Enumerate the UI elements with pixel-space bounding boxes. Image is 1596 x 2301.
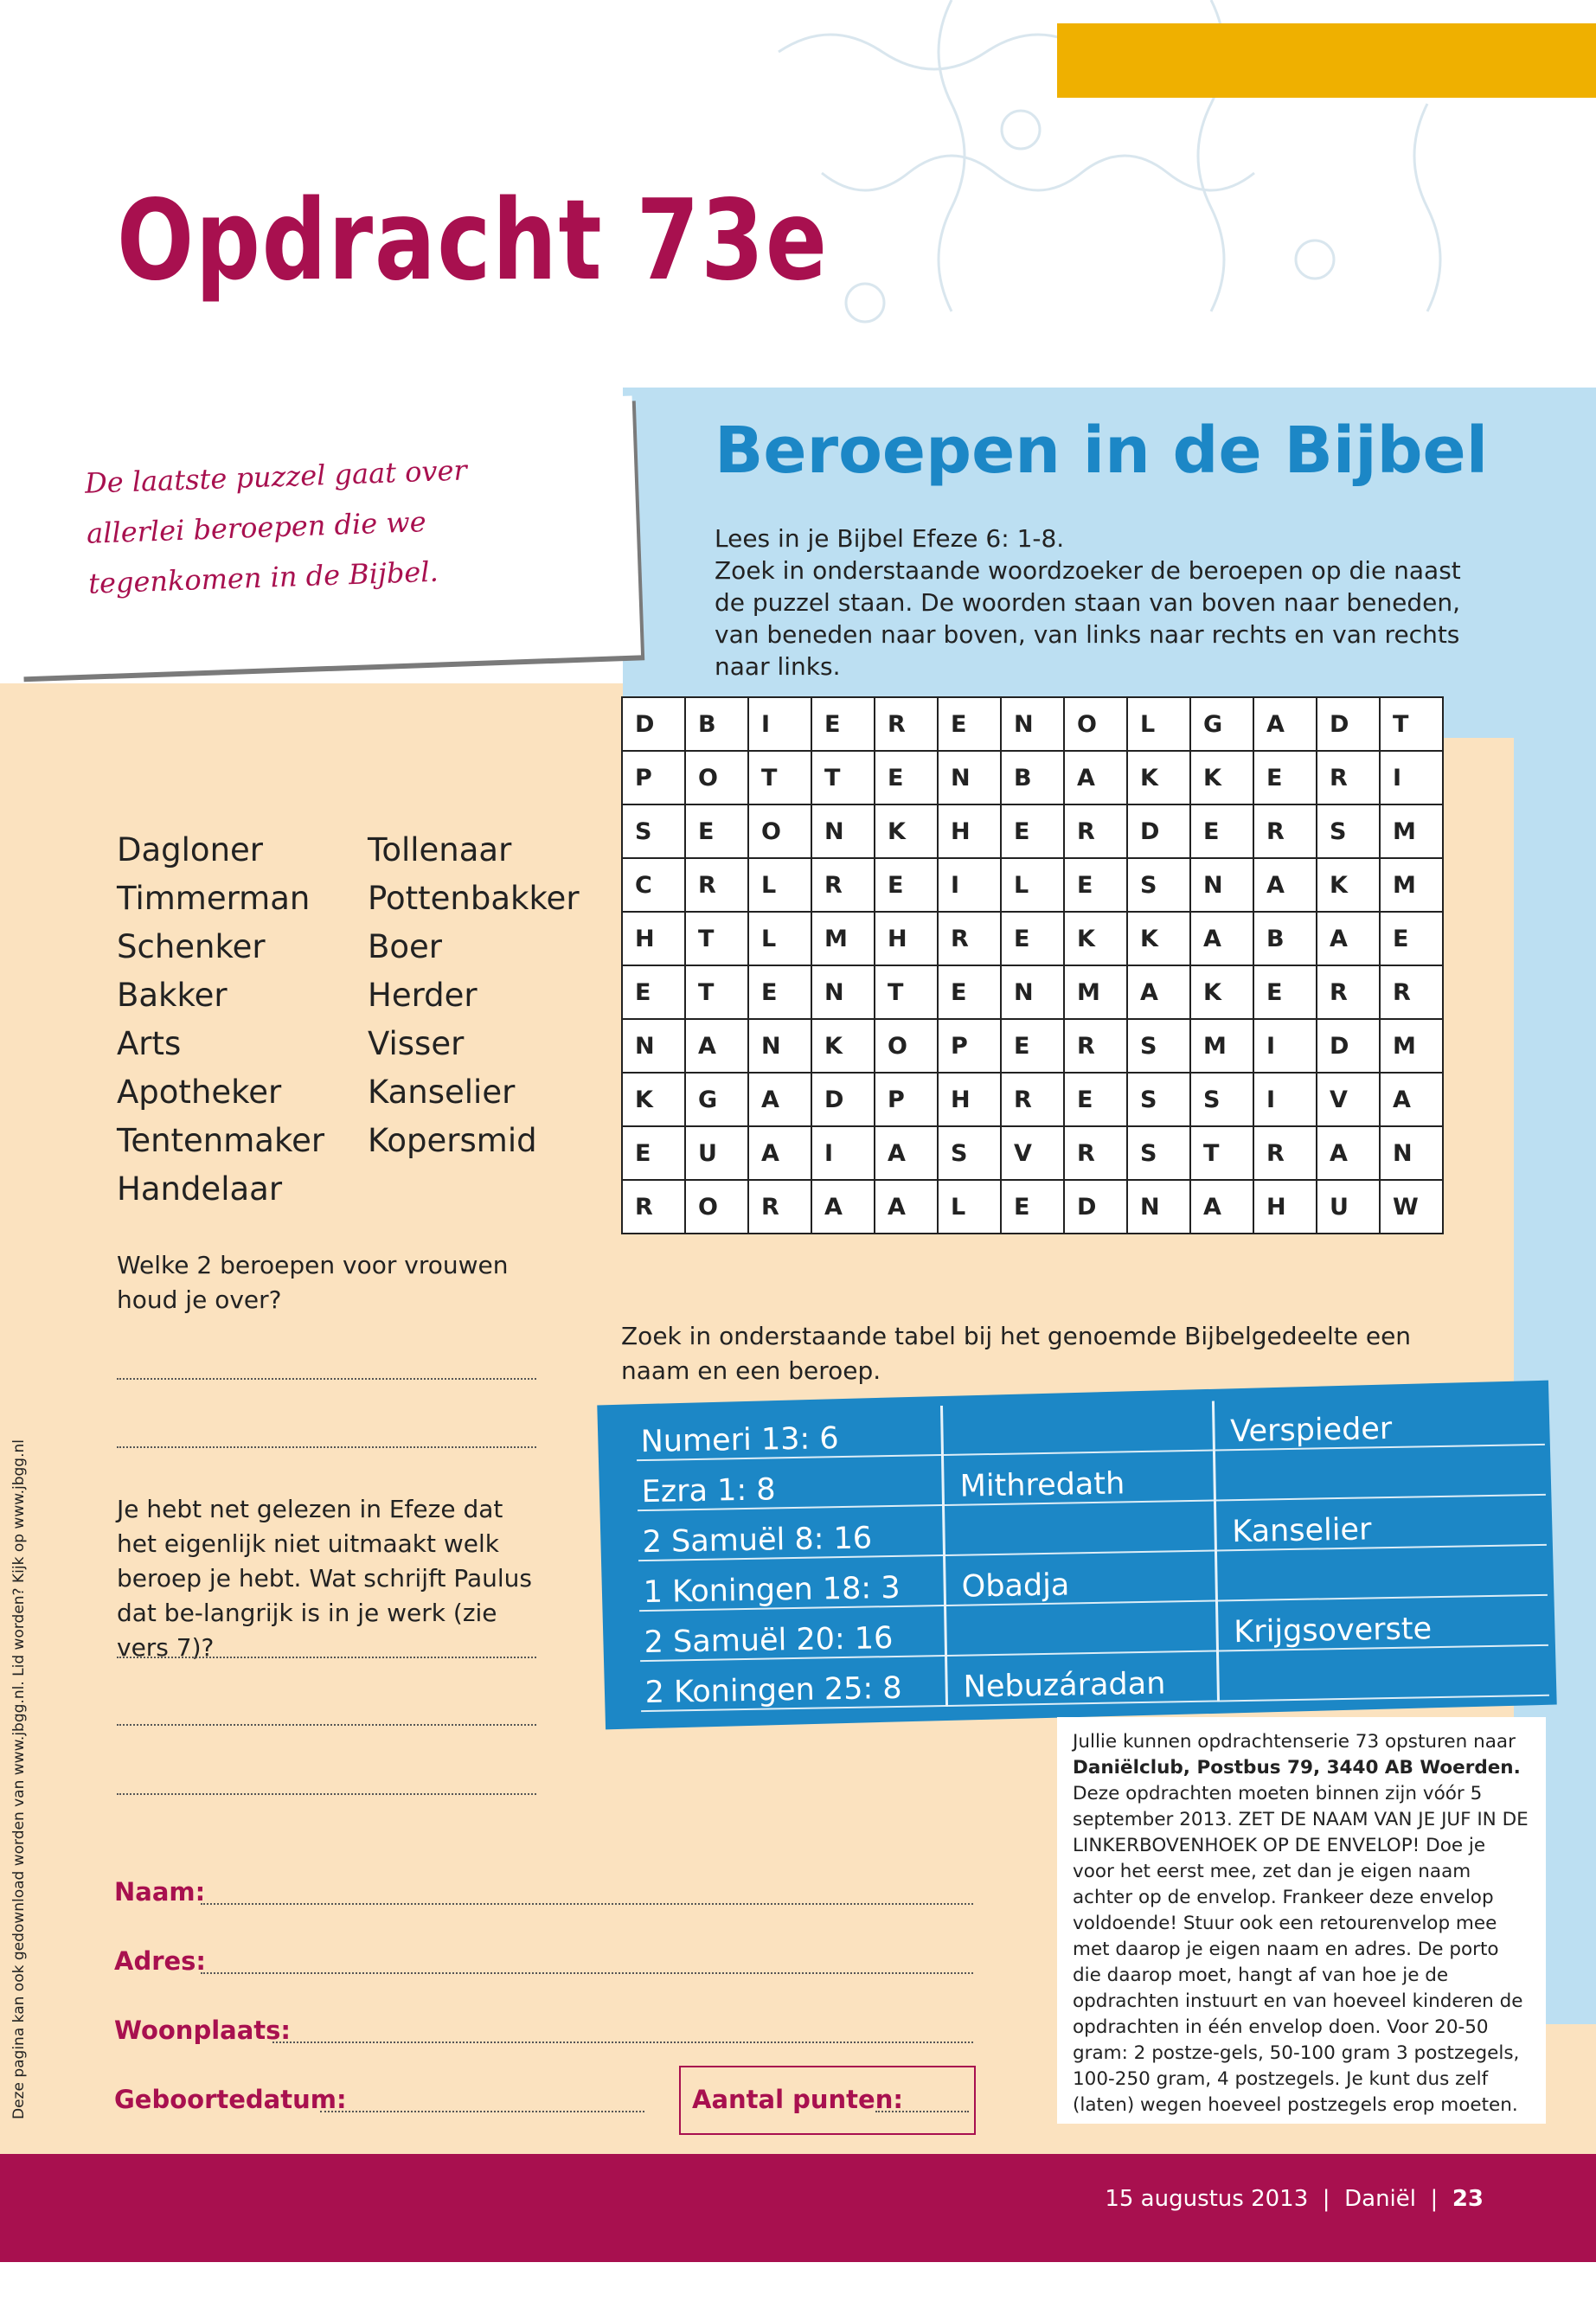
name-cell[interactable]: Obadja: [945, 1551, 1217, 1606]
grid-cell[interactable]: N: [748, 1019, 811, 1073]
grid-cell[interactable]: A: [685, 1019, 748, 1073]
geboortedatum-label: Geboortedatum:: [114, 2085, 347, 2114]
grid-cell[interactable]: U: [685, 1126, 748, 1180]
grid-cell[interactable]: R: [1253, 804, 1317, 858]
grid-cell[interactable]: U: [1317, 1180, 1380, 1234]
word-item: Apotheker: [117, 1074, 282, 1111]
grid-cell[interactable]: N: [622, 1019, 685, 1073]
grid-cell[interactable]: R: [748, 1180, 811, 1234]
grid-cell[interactable]: E: [938, 697, 1001, 751]
word-search-grid: [621, 696, 1444, 1234]
grid-cell[interactable]: R: [1064, 1019, 1127, 1073]
points-field: [875, 2111, 969, 2112]
footer-sep-1: |: [1315, 2186, 1337, 2212]
answer-line-1[interactable]: [117, 1378, 536, 1380]
grid-cell[interactable]: S: [1127, 1126, 1190, 1180]
grid-cell[interactable]: B: [1001, 751, 1064, 804]
grid-cell[interactable]: R: [875, 697, 938, 751]
grid-cell[interactable]: S: [1127, 1073, 1190, 1126]
grid-cell[interactable]: A: [1380, 1073, 1443, 1126]
answer-line-3[interactable]: [117, 1657, 536, 1658]
grid-row: [622, 965, 1443, 1019]
footer-text: [1105, 2186, 1484, 2212]
grid-cell[interactable]: N: [1127, 1180, 1190, 1234]
grid-cell[interactable]: I: [1253, 1073, 1317, 1126]
grid-cell[interactable]: N: [1001, 697, 1064, 751]
grid-cell[interactable]: C: [622, 858, 685, 912]
grid-cell[interactable]: K: [1190, 965, 1253, 1019]
grid-cell[interactable]: E: [1380, 912, 1443, 965]
answer-line-4[interactable]: [117, 1724, 536, 1726]
info-address: Daniëlclub, Postbus 79, 3440 AB Woerden.: [1073, 1757, 1521, 1779]
grid-cell[interactable]: E: [1190, 804, 1253, 858]
profession-cell[interactable]: [1214, 1445, 1546, 1501]
grid-cell[interactable]: A: [1064, 751, 1127, 804]
grid-cell[interactable]: R: [1317, 751, 1380, 804]
grid-cell[interactable]: O: [1064, 697, 1127, 751]
grid-cell[interactable]: N: [811, 804, 875, 858]
grid-cell[interactable]: R: [1064, 1126, 1127, 1180]
profession-cell[interactable]: Verspieder: [1213, 1395, 1545, 1451]
grid-cell[interactable]: E: [685, 804, 748, 858]
grid-cell[interactable]: S: [938, 1126, 1001, 1180]
grid-cell[interactable]: A: [1317, 1126, 1380, 1180]
page-number: 23: [1452, 2186, 1484, 2212]
word-item: Herder: [368, 977, 478, 1014]
grid-cell[interactable]: D: [1127, 804, 1190, 858]
reference-cell: 1 Koningen 18: 3: [638, 1555, 945, 1611]
grid-cell[interactable]: T: [685, 912, 748, 965]
grid-cell[interactable]: R: [685, 858, 748, 912]
grid-cell[interactable]: A: [1253, 697, 1317, 751]
grid-cell[interactable]: T: [1380, 697, 1443, 751]
grid-cell[interactable]: R: [1253, 1126, 1317, 1180]
grid-cell[interactable]: A: [875, 1180, 938, 1234]
name-cell[interactable]: [944, 1501, 1216, 1555]
word-item: Boer: [368, 928, 442, 965]
grid-cell[interactable]: I: [1253, 1019, 1317, 1073]
grid-cell[interactable]: A: [1317, 912, 1380, 965]
grid-cell[interactable]: R: [811, 858, 875, 912]
word-item: Kanselier: [368, 1074, 516, 1111]
grid-cell[interactable]: I: [938, 858, 1001, 912]
grid-cell[interactable]: A: [1253, 858, 1317, 912]
grid-cell[interactable]: S: [1127, 858, 1190, 912]
name-cell[interactable]: Mithredath: [943, 1451, 1215, 1505]
grid-cell[interactable]: I: [811, 1126, 875, 1180]
grid-cell[interactable]: E: [748, 965, 811, 1019]
word-item: Bakker: [117, 977, 228, 1014]
grid-cell[interactable]: N: [938, 751, 1001, 804]
woonplaats-field[interactable]: [272, 2041, 973, 2043]
grid-cell[interactable]: K: [1127, 912, 1190, 965]
grid-cell[interactable]: D: [1317, 1019, 1380, 1073]
accent-bar: [1057, 23, 1596, 98]
grid-cell[interactable]: D: [622, 697, 685, 751]
grid-cell[interactable]: I: [748, 697, 811, 751]
grid-cell[interactable]: A: [748, 1126, 811, 1180]
grid-cell[interactable]: G: [685, 1073, 748, 1126]
bible-table: [636, 1395, 1549, 1712]
grid-cell[interactable]: B: [685, 697, 748, 751]
grid-cell[interactable]: R: [1317, 965, 1380, 1019]
reference-cell: Numeri 13: 6: [636, 1406, 943, 1460]
word-item: Schenker: [117, 928, 266, 965]
answer-line-5[interactable]: [117, 1793, 536, 1795]
reference-cell: Ezra 1: 8: [637, 1455, 944, 1510]
grid-cell[interactable]: A: [1190, 1180, 1253, 1234]
grid-cell[interactable]: V: [1317, 1073, 1380, 1126]
word-item: Dagloner: [117, 831, 263, 868]
grid-cell[interactable]: T: [685, 965, 748, 1019]
grid-cell[interactable]: M: [1380, 858, 1443, 912]
grid-cell[interactable]: M: [1190, 1019, 1253, 1073]
naam-label: Naam:: [114, 1877, 206, 1907]
grid-cell[interactable]: A: [1190, 912, 1253, 965]
grid-cell[interactable]: O: [685, 751, 748, 804]
grid-row: [622, 1019, 1443, 1073]
grid-cell[interactable]: T: [1190, 1126, 1253, 1180]
table-intro: Zoek in onderstaande tabel bij het genoemde Bijbelgedeelte een naam en een beroep.: [621, 1322, 1412, 1385]
grid-cell[interactable]: E: [622, 965, 685, 1019]
grid-cell[interactable]: R: [622, 1180, 685, 1234]
section-heading: Beroepen in de Bijbel: [715, 413, 1489, 488]
grid-cell[interactable]: M: [811, 912, 875, 965]
answer-line-2[interactable]: [117, 1446, 536, 1448]
grid-cell[interactable]: H: [1253, 1180, 1317, 1234]
grid-cell[interactable]: S: [1127, 1019, 1190, 1073]
grid-cell[interactable]: K: [622, 1073, 685, 1126]
grid-cell[interactable]: I: [1380, 751, 1443, 804]
grid-cell[interactable]: E: [1001, 1180, 1064, 1234]
grid-cell[interactable]: H: [875, 912, 938, 965]
grid-cell[interactable]: E: [1253, 751, 1317, 804]
grid-row: [622, 751, 1443, 804]
footer-magazine: Daniël: [1344, 2186, 1416, 2212]
instructions: [715, 522, 1493, 683]
reference-cell: 2 Samuël 20: 16: [639, 1606, 946, 1661]
grid-cell[interactable]: P: [622, 751, 685, 804]
geboortedatum-field[interactable]: [320, 2111, 644, 2112]
grid-cell[interactable]: L: [1001, 858, 1064, 912]
grid-cell[interactable]: M: [1064, 965, 1127, 1019]
grid-row: [622, 858, 1443, 912]
grid-cell[interactable]: T: [811, 751, 875, 804]
grid-cell[interactable]: R: [1064, 804, 1127, 858]
grid-cell[interactable]: S: [1190, 1073, 1253, 1126]
grid-cell[interactable]: E: [1253, 965, 1317, 1019]
profession-cell[interactable]: Kanselier: [1215, 1495, 1547, 1551]
footer-date: 15 augustus 2013: [1105, 2186, 1309, 2212]
naam-field[interactable]: [201, 1903, 973, 1905]
grid-cell[interactable]: T: [875, 965, 938, 1019]
grid-cell[interactable]: M: [1380, 804, 1443, 858]
word-item: Tentenmaker: [117, 1122, 325, 1159]
grid-cell[interactable]: E: [938, 965, 1001, 1019]
grid-cell[interactable]: E: [622, 1126, 685, 1180]
grid-cell[interactable]: H: [938, 804, 1001, 858]
grid-cell[interactable]: E: [1064, 858, 1127, 912]
reference-cell: 2 Samuël 8: 16: [638, 1505, 945, 1561]
grid-cell[interactable]: W: [1380, 1180, 1443, 1234]
info-box: [1057, 1717, 1546, 2124]
footer-sep-2: |: [1423, 2186, 1445, 2212]
grid-cell[interactable]: L: [748, 858, 811, 912]
info-line-1: Jullie kunnen opdrachtenserie 73 opsturen naar: [1073, 1731, 1516, 1753]
points-label: Aantal punten:: [692, 2085, 903, 2114]
instruction-line-1: Lees in je Bijbel Efeze 6: 1-8.: [715, 524, 1065, 553]
reference-cell: 2 Koningen 25: 8: [640, 1656, 947, 1711]
grid-cell[interactable]: L: [748, 912, 811, 965]
page-title: Opdracht 73e: [117, 176, 829, 305]
woonplaats-label: Woonplaats:: [114, 2016, 292, 2045]
grid-row: [622, 1126, 1443, 1180]
grid-cell[interactable]: O: [875, 1019, 938, 1073]
grid-cell[interactable]: O: [748, 804, 811, 858]
grid-row: [622, 1073, 1443, 1126]
grid-cell[interactable]: H: [938, 1073, 1001, 1126]
name-cell[interactable]: [942, 1401, 1215, 1455]
question-paulus: Je hebt net gelezen in Efeze dat het eigenlijk niet uitmaakt welk beroep je hebt. Wat schrijft Paulus dat be-langrijk is in je werk (zie vers 7)?: [117, 1495, 532, 1662]
word-item: Handelaar: [117, 1170, 283, 1208]
profession-cell[interactable]: Krijgsoverste: [1216, 1595, 1548, 1651]
grid-cell[interactable]: D: [811, 1073, 875, 1126]
grid-cell[interactable]: E: [1064, 1073, 1127, 1126]
grid-cell[interactable]: V: [1001, 1126, 1064, 1180]
grid-cell[interactable]: E: [811, 697, 875, 751]
grid-cell[interactable]: K: [1127, 751, 1190, 804]
grid-cell[interactable]: E: [875, 751, 938, 804]
grid-cell[interactable]: M: [1380, 1019, 1443, 1073]
name-cell[interactable]: Nebuzáradan: [946, 1651, 1219, 1706]
grid-cell[interactable]: A: [748, 1073, 811, 1126]
grid-cell[interactable]: K: [811, 1019, 875, 1073]
grid-cell[interactable]: E: [875, 858, 938, 912]
grid-cell[interactable]: T: [748, 751, 811, 804]
profession-cell[interactable]: [1217, 1645, 1549, 1702]
grid-cell[interactable]: E: [1001, 912, 1064, 965]
word-item: Timmerman: [117, 880, 311, 917]
grid-row: [622, 804, 1443, 858]
grid-cell[interactable]: N: [811, 965, 875, 1019]
grid-cell[interactable]: N: [1380, 1126, 1443, 1180]
word-item: Pottenbakker: [368, 880, 580, 917]
intro-text: De laatste puzzel gaat over allerlei beroepen die we tegenkomen in de Bijbel.: [84, 453, 468, 600]
grid-cell[interactable]: K: [1190, 751, 1253, 804]
grid-cell[interactable]: N: [1001, 965, 1064, 1019]
download-note: Deze pagina kan ook gedownload worden van www.jbgg.nl. Lid worden? Kijk op www.jbgg.nl: [10, 1439, 28, 2119]
grid-cell[interactable]: A: [1127, 965, 1190, 1019]
grid-cell[interactable]: L: [938, 1180, 1001, 1234]
grid-cell[interactable]: R: [1001, 1073, 1064, 1126]
grid-cell[interactable]: A: [811, 1180, 875, 1234]
grid-cell[interactable]: A: [875, 1126, 938, 1180]
grid-cell[interactable]: B: [1253, 912, 1317, 965]
grid-cell[interactable]: K: [875, 804, 938, 858]
grid-cell[interactable]: R: [1380, 965, 1443, 1019]
adres-label: Adres:: [114, 1946, 207, 1976]
grid-cell[interactable]: R: [938, 912, 1001, 965]
word-item: Tollenaar: [368, 831, 512, 868]
grid-cell[interactable]: D: [1064, 1180, 1127, 1234]
word-item: Arts: [117, 1025, 182, 1062]
grid-cell[interactable]: E: [1001, 1019, 1064, 1073]
profession-cell[interactable]: [1215, 1545, 1548, 1601]
grid-row: [622, 697, 1443, 751]
instruction-line-2: Zoek in onderstaande woordzoeker de beroepen op die naast de puzzel staan. De woorden staan van boven naar beneden, van beneden naar boven, van links naar rechts en van rechts naar links.: [715, 556, 1461, 681]
grid-cell[interactable]: H: [622, 912, 685, 965]
grid-cell[interactable]: N: [1190, 858, 1253, 912]
grid-cell[interactable]: S: [1317, 804, 1380, 858]
grid-row: [622, 1180, 1443, 1234]
question-women-professions: Welke 2 beroepen voor vrouwen houd je over?: [117, 1251, 509, 1314]
info-rest: Deze opdrachten moeten binnen zijn vóór 5 september 2013. ZET DE NAAM VAN JE JUF IN DE LINKERBOVENHOEK OP DE ENVELOP! Doe je voor het eerst mee, zet dan je eigen naam achter op de envelop. Frankeer deze envelop voldoende! Stuur ook een retourenvelop mee met daarop je eigen naam en adres. De porto die daarop moet, hangt af van hoe je de opdrachten instuurt en van hoeveel kinderen de opdrachten in één envelop doen. Voor 20-50 gram: 2 postze-gels, 50-100 gram 3 postzegels, 100-250 gram, 4 postzegels. Je kunt dus zelf (laten) wegen hoeveel postzegels erop moeten.: [1073, 1783, 1529, 2116]
word-item: Visser: [368, 1025, 465, 1062]
grid-cell[interactable]: O: [685, 1180, 748, 1234]
grid-cell[interactable]: K: [1064, 912, 1127, 965]
grid-row: [622, 912, 1443, 965]
grid-cell[interactable]: P: [875, 1073, 938, 1126]
word-list: [117, 826, 627, 1214]
grid-cell[interactable]: P: [938, 1019, 1001, 1073]
word-item: Kopersmid: [368, 1122, 537, 1159]
adres-field[interactable]: [201, 1972, 973, 1974]
grid-cell[interactable]: E: [1001, 804, 1064, 858]
grid-cell[interactable]: D: [1317, 697, 1380, 751]
grid-cell[interactable]: G: [1190, 697, 1253, 751]
grid-cell[interactable]: K: [1317, 858, 1380, 912]
grid-cell[interactable]: S: [622, 804, 685, 858]
name-cell[interactable]: [945, 1601, 1218, 1656]
grid-cell[interactable]: L: [1127, 697, 1190, 751]
